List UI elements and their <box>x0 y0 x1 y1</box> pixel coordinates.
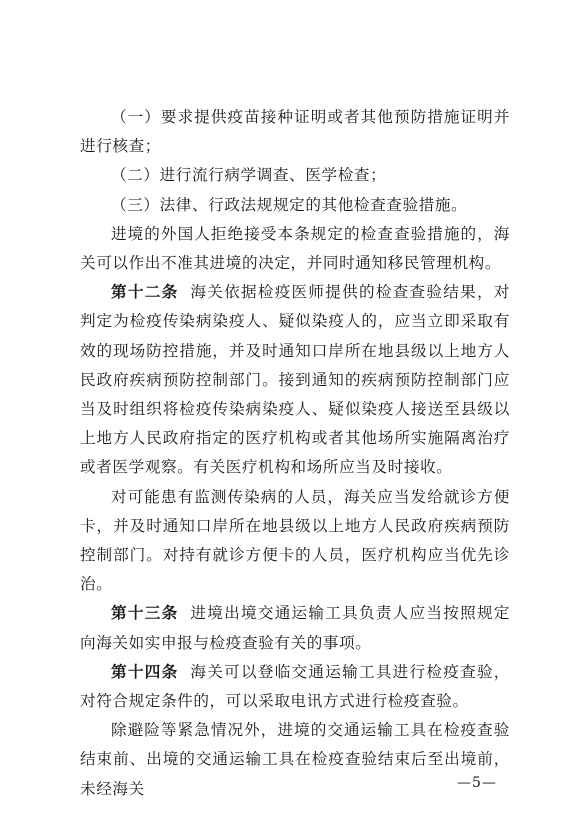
article-14 <box>80 658 510 716</box>
paragraph-item-9 <box>80 716 510 804</box>
paragraph-text: （一）要求提供疫苗接种证明或者其他预防措施证明并进行核查； <box>80 108 510 156</box>
page-number: —5— <box>457 775 497 791</box>
paragraph-item-1 <box>80 103 510 161</box>
paragraph-text: 进境出境交通运输工具负责人应当按照规定向海关如实申报与检疫查验有关的事项。 <box>80 604 510 652</box>
paragraph-text: 海关依据检疫医师提供的检查查验结果，对判定为检疫传染病染疫人、疑似染疫人的，应当立即采取有效的现场防控措施，并及时通知口岸所在地县级以上地方人民政府疾病预防控制部门。接到通知的疾病预防控制部门应当及时组织将检疫传染病染疫人、疑似染疫人接送至县级以上地方人民政府指定的医疗机构或者其他场所实施隔离治疗或者医学观察。有关医疗机构和场所应当及时接收。 <box>80 283 510 477</box>
paragraph-text: （二）进行流行病学调查、医学检查； <box>111 166 387 185</box>
paragraph-text: 进境的外国人拒绝接受本条规定的检查查验措施的，海关可以作出不准其进境的决定，并同时通知移民管理机构。 <box>80 224 510 273</box>
document-body <box>80 103 510 804</box>
article-13 <box>80 599 510 657</box>
article-number: 第十二条 <box>111 283 179 302</box>
article-12 <box>80 278 510 482</box>
paragraph-item-2 <box>80 161 510 190</box>
paragraph-text: 海关可以登临交通运输工具进行检疫查验，对符合规定条件的，可以采取电讯方式进行检疫查验。 <box>80 662 510 711</box>
paragraph-item-4 <box>80 220 510 278</box>
paragraph-item-3 <box>80 191 510 220</box>
paragraph-item-6 <box>80 483 510 600</box>
article-number: 第十四条 <box>111 662 179 681</box>
paragraph-text: 除避险等紧急情况外，进境的交通运输工具在检疫查验结束前、出境的交通运输工具在检疫查验结束后至出境前，未经海关 <box>80 721 510 798</box>
paragraph-text: （三）法律、行政法规规定的其他检查查验措施。 <box>111 195 468 214</box>
article-number: 第十三条 <box>111 604 179 623</box>
paragraph-text: 对可能患有监测传染病的人员，海关应当发给就诊方便卡，并及时通知口岸所在地县级以上地方人民政府疾病预防控制部门。对持有就诊方便卡的人员，医疗机构应当优先诊治。 <box>80 487 510 594</box>
